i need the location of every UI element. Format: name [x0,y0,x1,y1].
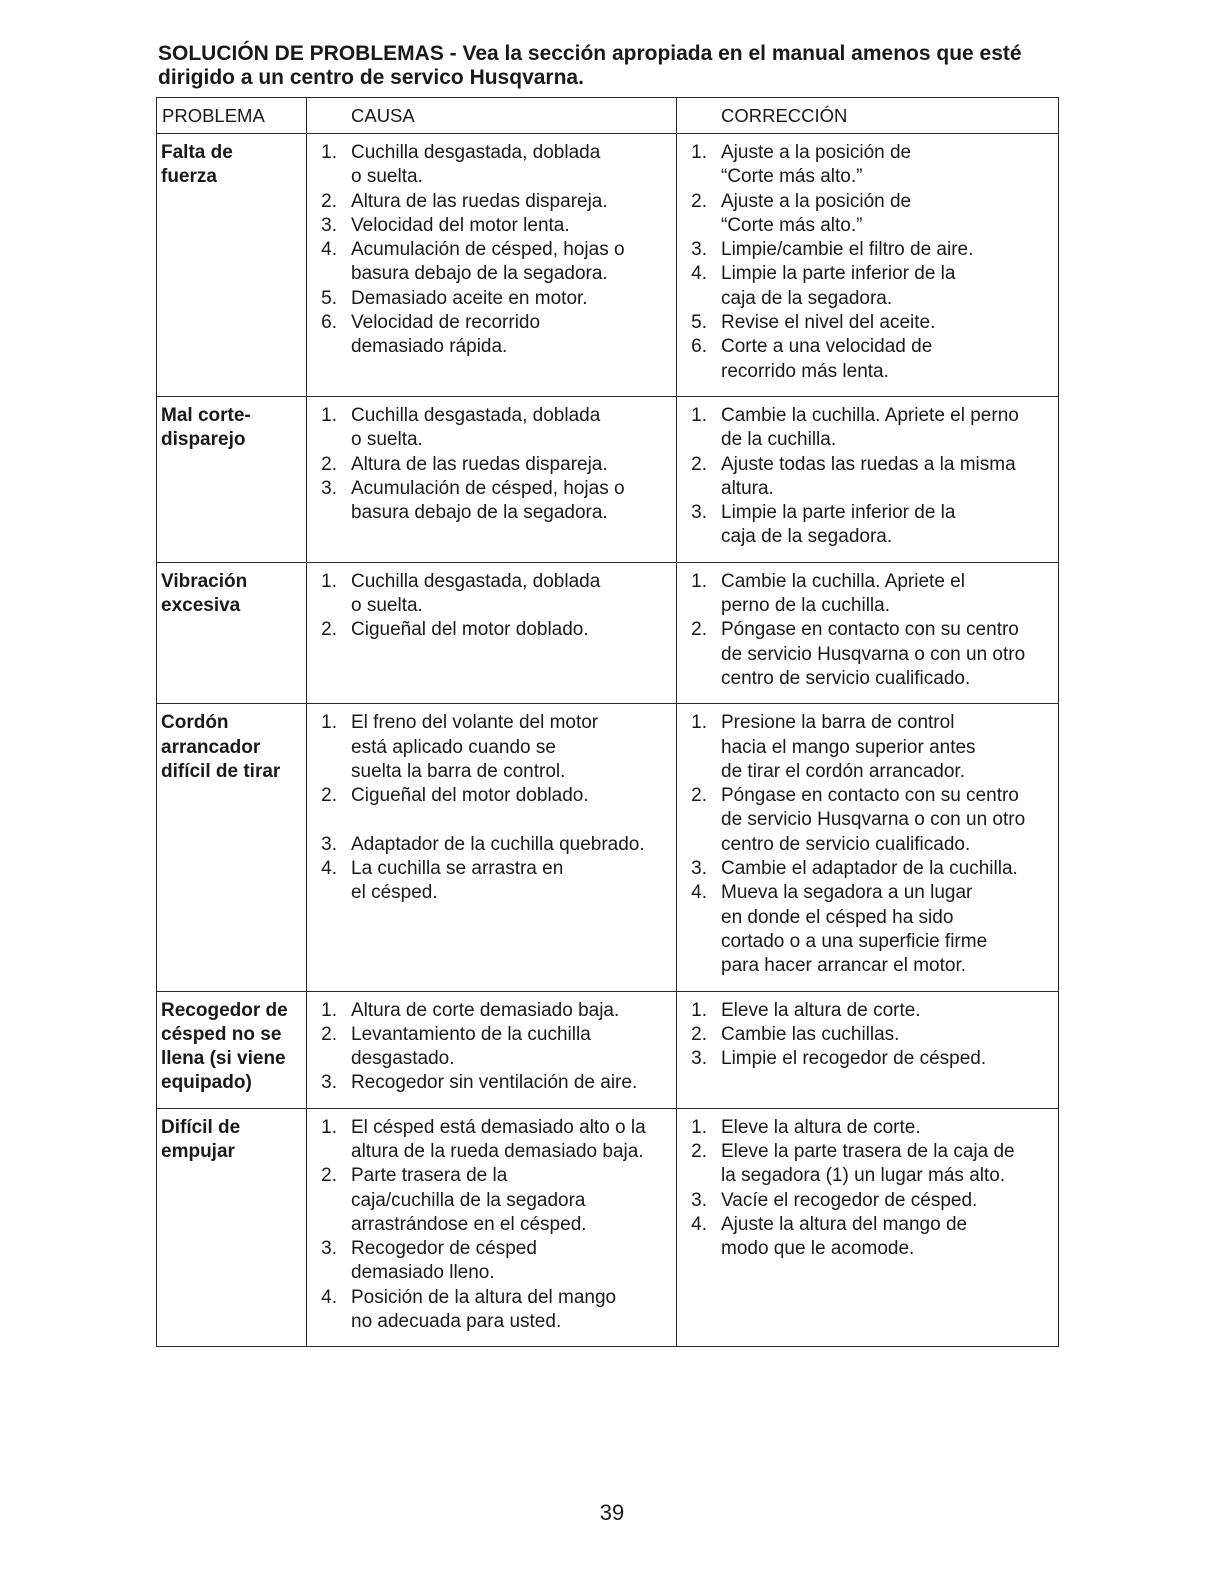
item-text: Eleve la altura de corte. [721,1116,921,1138]
item-number: 1. [321,712,337,734]
page-title: SOLUCIÓN DE PROBLEMAS - Vea la sección apropiada en el manual amenos que esté dirigido a un centro de servico Husqvarna. [158,42,1022,89]
item-text: Parte trasera de la caja/cuchilla de la segadora arrastrándose en el césped. [351,1165,587,1235]
problem-cell: Difícil de empujar [157,1108,307,1347]
item-number: 3. [691,239,707,261]
item-text: Vacíe el recogedor de césped. [721,1189,978,1211]
correction-item [677,1116,1052,1140]
cause-item [307,999,670,1023]
correction-item [677,1047,1052,1071]
item-number: 3. [321,477,337,499]
item-text: Adaptador de la cuchilla quebrado. [351,833,645,855]
item-text: Póngase en contacto con su centro de servicio Husqvarna o con un otro centro de servicio cualificado. [721,785,1026,855]
item-text: Corte a una velocidad de recorrido más lenta. [721,336,933,382]
item-number: 5. [691,312,707,334]
item-number: 1. [691,404,707,426]
correction-cell [677,396,1059,562]
item-number: 2. [691,785,707,807]
item-text: Póngase en contacto con su centro de servicio Husqvarna o con un otro centro de servicio cualificado. [721,619,1026,689]
item-number: 1. [321,142,337,163]
correction-item [677,711,1052,784]
correction-item [677,1213,1052,1262]
item-number: 4. [321,858,337,880]
item-number: 1. [691,712,707,734]
item-text: Eleve la parte trasera de la caja de la segadora (1) un lugar más alto. [721,1140,1015,1187]
page-number: 39 [599,1500,625,1525]
item-text: Demasiado aceite en motor. [351,287,588,309]
item-number: 6. [691,336,707,358]
table-row [157,562,1059,703]
correction-item [677,1189,1052,1213]
item-number: 1. [321,570,337,592]
item-number: 2. [321,785,337,807]
cause-item [307,1023,670,1072]
item-number: 1. [691,142,707,163]
item-number: 2. [691,453,707,475]
cause-item [307,857,670,906]
item-text: Acumulación de césped, hojas o basura debajo de la segadora. [351,477,625,524]
cause-item [307,1237,670,1286]
cause-cell [307,991,677,1108]
correction-cell [677,134,1059,397]
item-number: 2. [691,190,707,212]
cause-item [307,453,670,477]
item-number: 2. [691,1023,707,1045]
correction-cell [677,991,1059,1108]
correction-item [677,404,1052,453]
item-text: Eleve la altura de corte. [721,999,921,1021]
item-number: 1. [321,404,337,426]
item-text: Cambie la cuchilla. Apriete el perno de la cuchilla. [721,570,965,617]
item-number: 1. [691,1116,707,1138]
item-number: 2. [321,619,337,641]
cause-item [307,404,670,453]
cause-item [307,618,670,642]
item-text: Recogedor sin ventilación de aire. [351,1072,638,1094]
cause-item [307,833,670,857]
correction-cell [677,704,1059,991]
item-text: Presione la barra de control hacia el mango superior antes de tirar el cordón arrancador. [721,712,976,782]
item-text: Cambie la cuchilla. Apriete el perno de la cuchilla. [721,404,1019,451]
item-number: 3. [691,858,707,880]
correction-item [677,335,1052,384]
item-text: Acumulación de césped, hojas o basura debajo de la segadora. [351,239,625,285]
item-number: 2. [691,1140,707,1162]
header-correction: CORRECCIÓN [677,98,1059,134]
item-text: El freno del volante del motor está aplicado cuando se suelta la barra de control. [351,712,599,782]
item-number: 4. [321,1286,337,1308]
correction-item [677,238,1052,262]
item-number: 4. [321,239,337,261]
item-number: 1. [321,1116,337,1138]
item-number: 3. [321,1238,337,1260]
item-text: Velocidad de recorrido demasiado rápida. [351,312,541,358]
correction-item [677,618,1052,691]
problem-cell: Mal corte- disparejo [157,396,307,562]
problem-cell: Falta de fuerza [157,134,307,397]
item-number: 1. [691,570,707,592]
item-number: 1. [321,999,337,1021]
item-text: Cigueñal del motor doblado. [351,619,589,641]
item-number: 2. [321,453,337,475]
correction-item [677,453,1052,502]
header-cause: CAUSA [307,98,677,134]
cause-item [307,1164,670,1237]
cause-cell [307,134,677,397]
correction-item [677,1140,1052,1189]
item-text: Posición de la altura del mango no adecuada para usted. [351,1286,617,1333]
item-number: 3. [691,502,707,524]
table-row [157,1108,1059,1347]
cause-item [307,190,670,214]
item-text: Levantamiento de la cuchilla desgastado. [351,1023,591,1070]
item-text: Cambie el adaptador de la cuchilla. [721,858,1018,880]
cause-item [307,287,670,311]
item-number: 4. [691,1213,707,1235]
correction-item [677,190,1052,239]
item-text: Limpie la parte inferior de la caja de la segadora. [721,502,956,548]
correction-item [677,1023,1052,1047]
cause-item [307,1071,670,1095]
item-text: Ajuste todas las ruedas a la misma altura. [721,453,1016,499]
item-text: Cuchilla desgastada, doblada o suelta. [351,142,601,188]
item-text: Mueva la segadora a un lugar en donde el césped ha sido cortado o a una superficie firme para hacer arrancar el motor. [721,882,988,977]
correction-cell [677,1108,1059,1347]
cause-item [307,784,670,833]
cause-item [307,311,670,360]
item-text: Limpie la parte inferior de la caja de la segadora. [721,263,956,309]
item-text: Revise el nivel del aceite. [721,312,936,334]
item-text: Altura de las ruedas dispareja. [351,190,608,212]
cause-item [307,711,670,784]
correction-item [677,881,1052,978]
cause-item [307,1286,670,1335]
correction-item [677,784,1052,857]
problem-cell: Vibración excesiva [157,562,307,703]
item-text: Velocidad del motor lenta. [351,214,570,236]
item-number: 3. [691,1189,707,1211]
header-problem: PROBLEMA [157,98,307,134]
item-text: Recogedor de césped demasiado lleno. [351,1238,537,1284]
item-text: Ajuste a la posición de “Corte más alto.” [721,142,912,188]
item-text: El césped está demasiado alto o la altura de la rueda demasiado baja. [351,1116,646,1162]
cause-item [307,477,670,526]
item-number: 2. [691,619,707,641]
item-number: 2. [321,1023,337,1045]
item-number: 3. [691,1048,707,1070]
cause-item [307,570,670,619]
table-body [157,134,1059,1347]
item-number: 2. [321,190,337,212]
table-header-row [157,98,1059,134]
item-text: Cigueñal del motor doblado. [351,785,589,807]
cause-item [307,238,670,287]
cause-cell [307,396,677,562]
correction-item [677,141,1052,190]
cause-item [307,141,670,190]
item-number: 5. [321,287,337,309]
item-text: Cuchilla desgastada, doblada o suelta. [351,570,601,617]
cause-cell [307,562,677,703]
correction-item [677,570,1052,619]
item-text: Ajuste a la posición de “Corte más alto.” [721,190,912,236]
table-row [157,134,1059,397]
correction-item [677,311,1052,335]
correction-item [677,857,1052,881]
item-number: 2. [321,1165,337,1187]
item-number: 4. [691,882,707,904]
item-text: Limpie/cambie el filtro de aire. [721,239,974,261]
item-number: 4. [691,263,707,285]
item-text: Cuchilla desgastada, doblada o suelta. [351,404,601,451]
correction-item [677,262,1052,311]
problem-cell: Cordón arrancador difícil de tirar [157,704,307,991]
item-number: 3. [321,214,337,236]
table-row [157,991,1059,1108]
item-text: La cuchilla se arrastra en el césped. [351,858,564,904]
item-number: 6. [321,312,337,334]
cause-item [307,214,670,238]
table-row [157,704,1059,991]
item-text: Cambie las cuchillas. [721,1023,900,1045]
correction-cell [677,562,1059,703]
problem-cell: Recogedor de césped no se llena (si viene equipado) [157,991,307,1108]
cause-cell [307,1108,677,1347]
correction-item [677,501,1052,550]
item-text: Limpie el recogedor de césped. [721,1048,987,1070]
cause-cell [307,704,677,991]
item-number: 1. [691,999,707,1021]
correction-item [677,999,1052,1023]
table-row [157,396,1059,562]
troubleshooting-table [156,97,1059,1347]
cause-item [307,1116,670,1165]
item-number: 3. [321,833,337,855]
item-text: Altura de corte demasiado baja. [351,999,620,1021]
item-text: Altura de las ruedas dispareja. [351,453,608,475]
item-text: Ajuste la altura del mango de modo que le acomode. [721,1213,968,1260]
item-number: 3. [321,1072,337,1094]
